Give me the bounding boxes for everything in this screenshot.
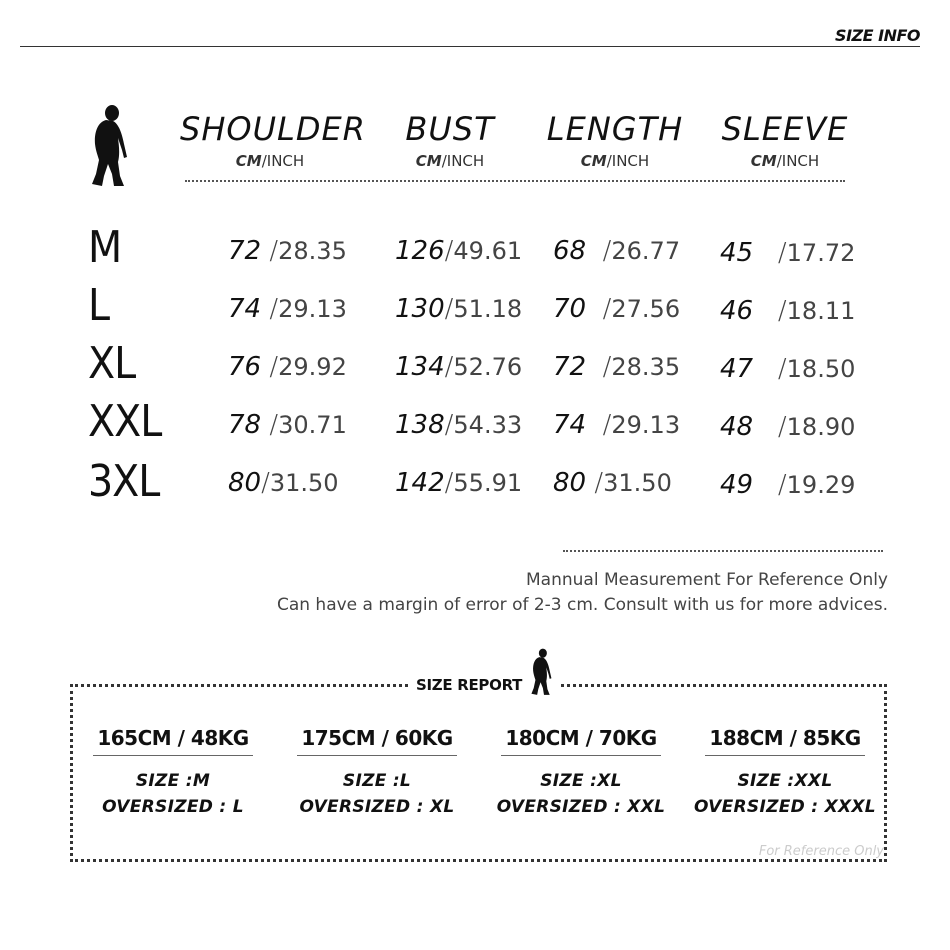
column-header-sleeve	[715, 110, 855, 170]
note-line-2: Can have a margin of error of 2-3 cm. Consult with us for more advices.	[276, 595, 888, 615]
report-entry	[481, 726, 681, 820]
report-underline	[297, 755, 457, 756]
report-oversized: OVERSIZED : XXXL	[694, 797, 876, 817]
report-oversized: OVERSIZED : XXL	[496, 797, 666, 817]
cell-sleeve: 45 /17.72	[720, 238, 856, 268]
column-unit: CM/INCH	[235, 152, 305, 170]
report-entry	[685, 726, 885, 820]
header-dotted-divider	[185, 180, 845, 182]
column-label: BUST	[405, 110, 495, 148]
report-underline	[501, 755, 661, 756]
size-label-xxl: XXL	[88, 396, 162, 447]
cell-bust: 134/52.76	[395, 352, 523, 382]
size-report-heading	[408, 640, 560, 700]
report-size: SIZE :M	[135, 771, 211, 791]
column-label: LENGTH	[546, 110, 684, 148]
size-label-xl: XL	[88, 338, 136, 389]
note-dotted-divider	[563, 550, 883, 552]
cell-sleeve: 48 /18.90	[720, 412, 856, 442]
cell-bust: 126/49.61	[395, 236, 523, 266]
silhouette-figure-icon	[528, 648, 552, 700]
note-line-1: Mannual Measurement For Reference Only	[526, 570, 888, 590]
column-header-shoulder	[180, 110, 366, 170]
report-entry	[277, 726, 477, 820]
cell-bust: 130/51.18	[395, 294, 523, 324]
cell-sleeve: 47 /18.50	[720, 354, 856, 384]
report-height-weight: 165CM / 48KG	[97, 726, 249, 750]
size-label-l: L	[88, 280, 110, 331]
column-unit: CM/INCH	[580, 152, 650, 170]
silhouette-figure-icon	[86, 104, 128, 188]
report-size: SIZE :XL	[540, 771, 622, 791]
cell-bust: 142/55.91	[395, 468, 523, 498]
cell-shoulder: 78 /30.71	[228, 410, 347, 440]
report-oversized: OVERSIZED : L	[102, 797, 244, 817]
cell-length: 74 /29.13	[553, 410, 681, 440]
size-label-3xl: 3XL	[88, 456, 160, 507]
cell-sleeve: 46 /18.11	[720, 296, 856, 326]
size-label-m: M	[88, 222, 122, 273]
column-header-length	[540, 110, 690, 170]
cell-shoulder: 74 /29.13	[228, 294, 347, 324]
report-height-weight: 175CM / 60KG	[301, 726, 453, 750]
cell-bust: 138/54.33	[395, 410, 523, 440]
reference-only-footnote: For Reference Only	[758, 844, 884, 859]
column-header-bust	[380, 110, 520, 170]
column-label: SLEEVE	[721, 110, 849, 148]
report-size: SIZE :XXL	[737, 771, 833, 791]
report-oversized: OVERSIZED : XL	[299, 797, 455, 817]
cell-length: 68 /26.77	[553, 236, 681, 266]
report-underline	[93, 755, 253, 756]
cell-sleeve: 49 /19.29	[720, 470, 856, 500]
report-height-weight: 188CM / 85KG	[709, 726, 861, 750]
size-info-title: SIZE INFO	[835, 26, 920, 45]
report-height-weight: 180CM / 70KG	[505, 726, 657, 750]
cell-length: 72 /28.35	[553, 352, 681, 382]
column-label: SHOULDER	[180, 110, 366, 148]
cell-shoulder: 76 /29.92	[228, 352, 347, 382]
column-unit: CM/INCH	[415, 152, 485, 170]
report-entry	[73, 726, 273, 820]
column-unit: CM/INCH	[750, 152, 820, 170]
report-size: SIZE :L	[342, 771, 412, 791]
cell-shoulder: 72 /28.35	[228, 236, 347, 266]
cell-length: 80 /31.50	[553, 468, 672, 498]
size-report-title: SIZE REPORT	[416, 676, 523, 694]
top-divider	[20, 46, 920, 47]
cell-shoulder: 80/31.50	[228, 468, 339, 498]
cell-length: 70 /27.56	[553, 294, 681, 324]
report-underline	[705, 755, 865, 756]
